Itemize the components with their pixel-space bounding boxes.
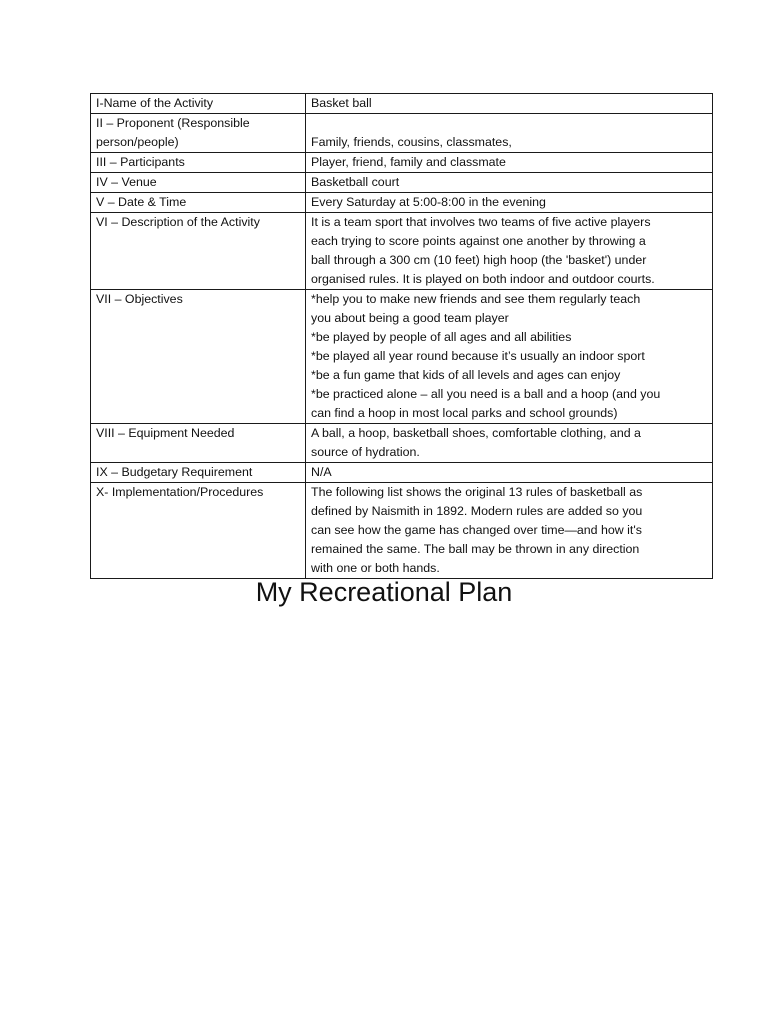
- row-label: VIII – Equipment Needed: [91, 424, 306, 463]
- table-row: [91, 114, 713, 153]
- row-label: VI – Description of the Activity: [91, 213, 306, 290]
- row-value: N/A: [306, 463, 713, 483]
- row-value: Basket ball: [306, 94, 713, 114]
- row-value: The following list shows the original 13 rules of basketball as defined by Naismith in 1892. Modern rules are added so you can see how the game has changed over time—and how it's remained the same. The ball may be thrown in any direction with one or both hands.: [306, 483, 713, 579]
- row-value: Player, friend, family and classmate: [306, 153, 713, 173]
- table-row: [91, 463, 713, 483]
- row-value: Every Saturday at 5:00-8:00 in the evening: [306, 193, 713, 213]
- row-value: A ball, a hoop, basketball shoes, comfortable clothing, and a source of hydration.: [306, 424, 713, 463]
- row-value: It is a team sport that involves two teams of five active players each trying to score points against one another by throwing a ball through a 300 cm (10 feet) high hoop (the 'basket') under organised rules. It is played on both indoor and outdoor courts.: [306, 213, 713, 290]
- row-value: Family, friends, cousins, classmates,: [306, 114, 713, 153]
- row-label: I-Name of the Activity: [91, 94, 306, 114]
- table-row: [91, 483, 713, 579]
- row-label: IX – Budgetary Requirement: [91, 463, 306, 483]
- table-row: [91, 213, 713, 290]
- recreational-plan-table: [90, 93, 713, 579]
- document-title: My Recreational Plan: [255, 577, 513, 607]
- row-value: *help you to make new friends and see them regularly teach you about being a good team player *be played by people of all ages and all abilities *be played all year round because it’s usually an indoor sport *be a fun game that kids of all levels and ages can enjoy *be practiced alone – all you need is a ball and a hoop (and you can find a hoop in most local parks and school grounds): [306, 290, 713, 424]
- table-row: [91, 424, 713, 463]
- row-label: X- Implementation/Procedures: [91, 483, 306, 579]
- table-row: [91, 193, 713, 213]
- table-row: [91, 173, 713, 193]
- row-label: VII – Objectives: [91, 290, 306, 424]
- row-label: III – Participants: [91, 153, 306, 173]
- row-value: Basketball court: [306, 173, 713, 193]
- row-label: IV – Venue: [91, 173, 306, 193]
- row-label: II – Proponent (Responsible person/people): [91, 114, 306, 153]
- table-row: [91, 94, 713, 114]
- table-row: [91, 290, 713, 424]
- table-row: [91, 153, 713, 173]
- row-label: V – Date & Time: [91, 193, 306, 213]
